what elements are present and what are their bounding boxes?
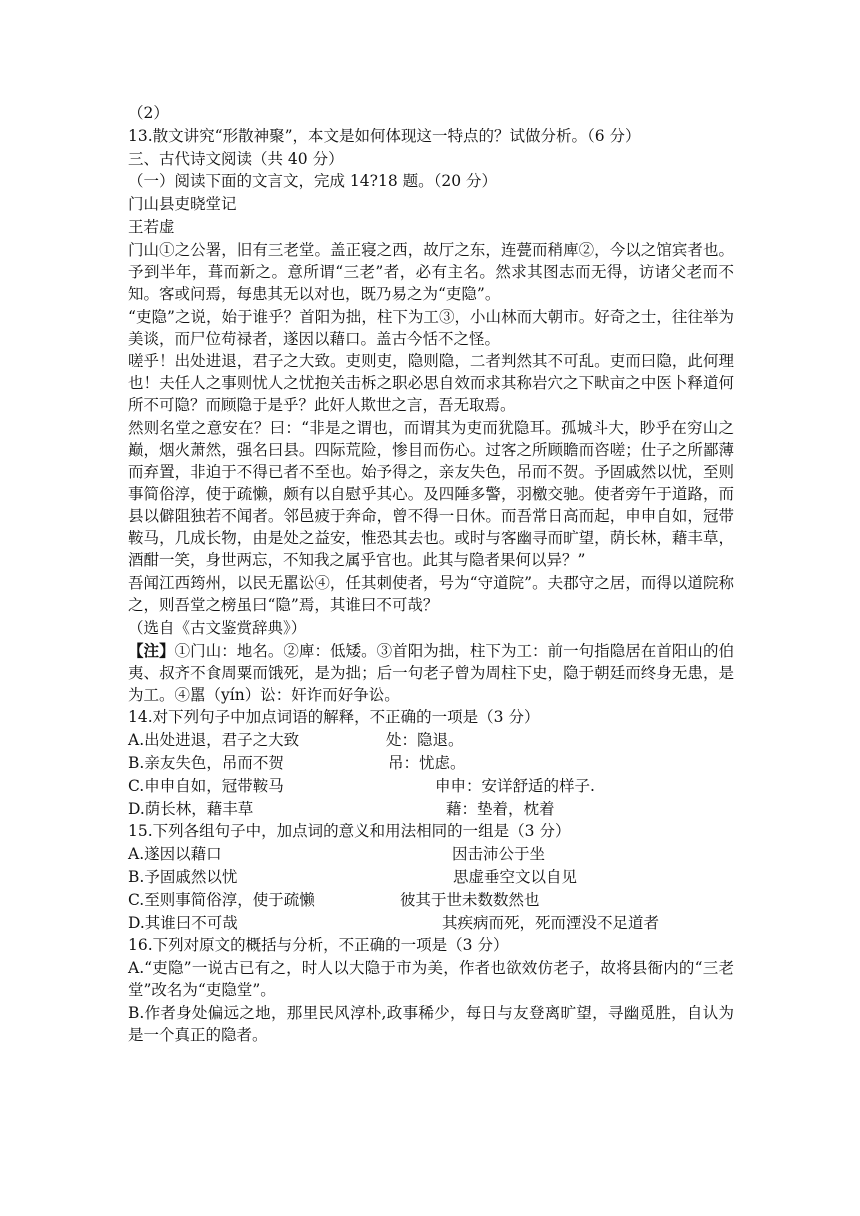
option-sentence: D.荫长林，藉丰草 bbox=[128, 799, 254, 818]
question-15-option-c bbox=[128, 889, 734, 911]
option-sentence: A.遂因以藉口 bbox=[128, 845, 222, 864]
question-14-option-c bbox=[128, 775, 734, 797]
essay-title: 门山县吏晓堂记 bbox=[128, 195, 237, 214]
option-sentence: B.予固戚然以忧 bbox=[128, 867, 238, 886]
question-12-part-2: （2） bbox=[128, 104, 169, 122]
option-sentence: D.其谁曰不可哉 bbox=[128, 913, 238, 932]
essay-paragraph-3: 嗟乎！出处进退，君子之大致。吏则吏，隐则隐，二者判然其不可乱。吏而曰隐，此何理也！夫任人之事则忧人之忧抱关击柝之职必思自效而求其称岩穴之下畎亩之中医卜释道何所不可隐？而顾隐于是乎？此奸人欺世之言，吾无取焉。 bbox=[128, 352, 734, 415]
document-page bbox=[128, 102, 734, 1047]
question-16-option-b: B.作者身处偏远之地，那里民风淳朴,政事稀少，每日与友登离旷望，寻幽觅胜，自认为是一个真正的隐者。 bbox=[128, 1003, 734, 1044]
question-15-option-b bbox=[128, 866, 734, 888]
question-16-option-a: A.“吏隐”一说古已有之，时人以大隐于市为美，作者也欲效仿老子，故将县衙内的“三老堂”改名为“吏隐堂”。 bbox=[128, 959, 734, 1000]
option-comparison: 思虚垂空文以自见 bbox=[453, 867, 578, 886]
option-explanation: 处：隐退。 bbox=[386, 731, 464, 750]
question-15-stem: 15.下列各组句子中，加点词的意义和用法相同的一组是（3 分） bbox=[128, 822, 571, 841]
question-14-option-d bbox=[128, 798, 734, 820]
option-explanation: 申申：安详舒适的样子. bbox=[435, 776, 595, 795]
option-sentence: C.申申自如，冠带鞍马 bbox=[128, 776, 284, 795]
option-sentence: A.出处进退，君子之大致 bbox=[128, 731, 300, 750]
subsection-heading: （一）阅读下面的文言文，完成 14?18 题。（20 分） bbox=[128, 172, 498, 191]
notes bbox=[128, 640, 734, 706]
option-sentence: B.亲友失色，吊而不贺 bbox=[128, 753, 284, 772]
option-comparison: 彼其于世未数数然也 bbox=[400, 890, 540, 909]
option-sentence: C.至则事简俗淳，使于疏懒 bbox=[128, 890, 315, 909]
question-15-option-a bbox=[128, 843, 734, 865]
section-heading: 三、古代诗文阅读（共 40 分） bbox=[128, 149, 344, 168]
option-comparison: 因击沛公于坐 bbox=[452, 845, 546, 864]
question-14-option-a bbox=[128, 729, 734, 751]
notes-label: 【注】 bbox=[128, 640, 175, 660]
essay-paragraph-4: 然则名堂之意安在？曰：“非是之谓也，而谓其为吏而犹隐耳。孤城斗大，眇乎在穷山之巅，烟火萧然，强名曰县。四际荒险，惨目而伤心。过客之所顾瞻而咨嗟；仕子之所鄙薄而弃置，非迫于不得已者不至也。始予得之，亲友失色，吊而不贺。予固戚然以忧，至则事简俗淳，使于疏懒，颇有以自慰乎其心。及四陲多警，羽檄交驰。使者旁午于道路，而县以僻阻独若不闻者。邻邑疲于奔命，曾不得一日休。而吾常日高而起，申申自如，冠带鞍马，几成长物，由是处之益安，惟恐其去也。或时与客幽寻而旷望，荫长林，藉丰草，酒酣一笑，身世两忘，不知我之属乎官也。此其与隐者果何以异？” bbox=[128, 419, 734, 570]
essay-paragraph-1: 门山①之公署，旧有三老堂。盖正寝之西，故厅之东，连甍而稍庳②，今以之馆宾者也。予到半年，葺而新之。意所谓“三老”者，必有主名。然求其图志而无得，访诸父老而不知。客或问焉，每患其无以对也，既乃易之为“吏隐”。 bbox=[128, 240, 734, 303]
notes-text: ①门山：地名。②庳：低矮。③首阳为拙，柱下为工：前一句指隐居在首阳山的伯夷、叔齐不食周粟而饿死，是为拙；后一句老子曾为周柱下史，隐于朝廷而终身无患，是为工。④嚚（yín）讼：奸诈而好争讼。 bbox=[128, 641, 734, 704]
essay-author: 王若虚 bbox=[128, 217, 175, 236]
essay-source: （选自《古文鉴赏辞典》） bbox=[128, 618, 307, 637]
question-16-stem: 16.下列对原文的概括与分析，不正确的一项是（3 分） bbox=[128, 936, 509, 955]
question-15-option-d bbox=[128, 912, 734, 934]
question-14-option-b bbox=[128, 752, 734, 774]
essay-paragraph-2: “吏隐”之说，始于谁乎？首阳为拙，柱下为工③，小山林而大朝市。好奇之士，往往举为美谈，而尸位苟禄者，遂因以藉口。盖古今恬不之怪。 bbox=[128, 307, 734, 348]
question-13: 13.散文讲究“形散神聚”，本文是如何体现这一特点的？试做分析。（6 分） bbox=[128, 126, 641, 145]
option-explanation: 藉：垫着，枕着 bbox=[446, 799, 555, 818]
question-14-stem: 14.对下列句子中加点词语的解释，不正确的一项是（3 分） bbox=[128, 708, 540, 727]
option-explanation: 吊：忧虑。 bbox=[388, 753, 466, 772]
option-comparison: 其疾病而死，死而湮没不足道者 bbox=[442, 913, 660, 932]
essay-paragraph-5: 吾闻江西筠州，以民无嚚讼④，任其刺使者，号为“守道院”。夫郡守之居，而得以道院称之，则吾堂之榜虽曰“隐”焉，其谁曰不可哉？ bbox=[128, 573, 734, 614]
